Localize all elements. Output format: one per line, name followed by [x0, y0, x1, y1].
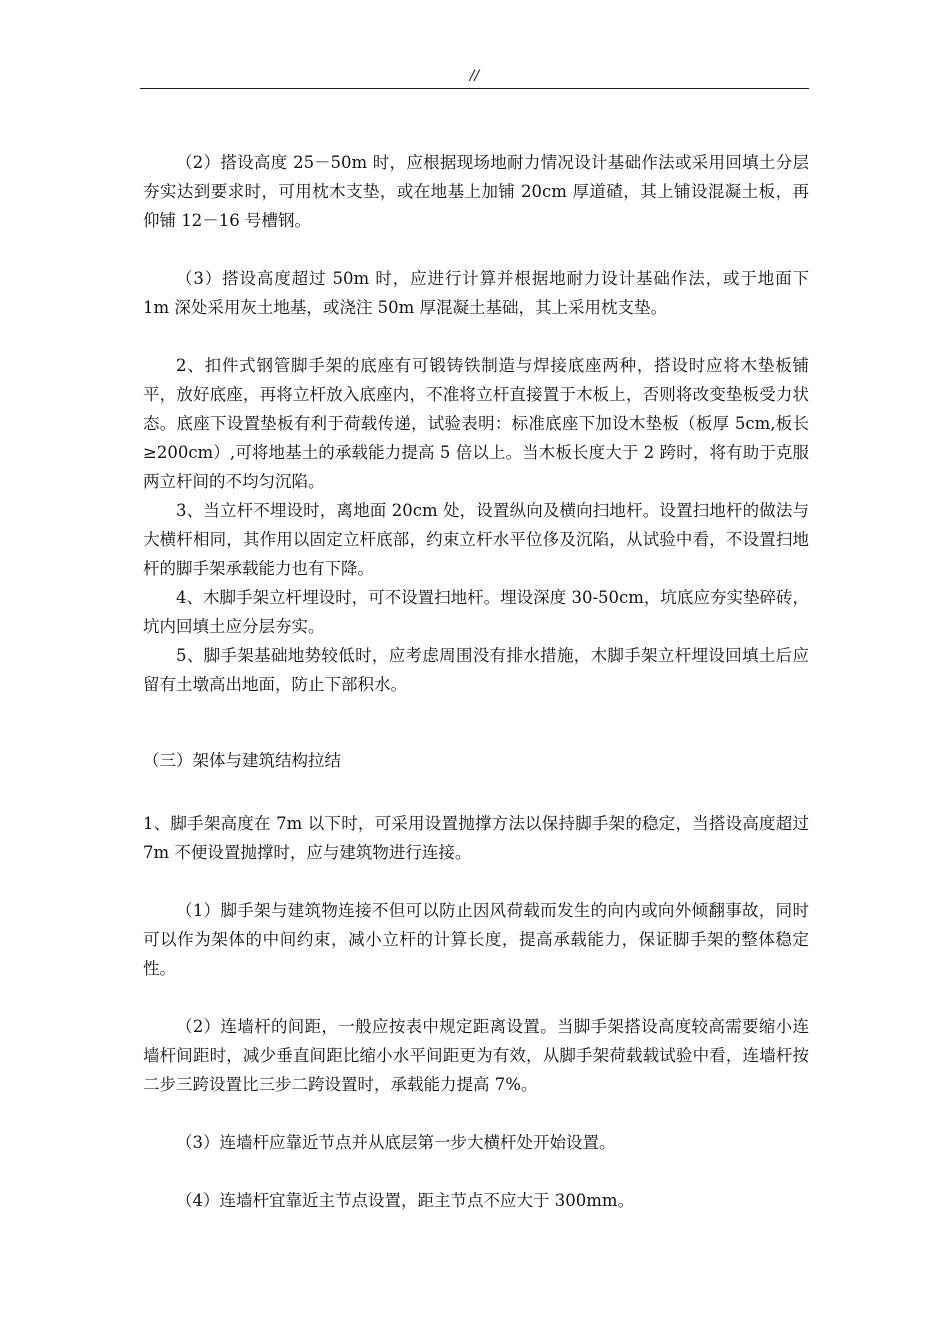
section-heading: （三）架体与建筑结构拉结 [143, 751, 341, 770]
paragraph-base-types: 2、扣件式钢管脚手架的底座有可锻铸铁制造与焊接底座两种，搭设时应将木垫板铺平，放好底座，再将立杆放入底座内，不准将立杆直接置于木板上，否则将改变垫板受力状态。底座下设置垫板有利于荷载传递，试验表明：标准底座下加设木垫板（板厚 5cm,板长≥200cm）,可将地基土的承载能力提高 5 倍以上。当木板长度大于 2 跨时，将有助于克服两立杆间的不均匀沉陷。 [143, 356, 809, 491]
header-mark: // [469, 68, 480, 84]
page-header [140, 66, 809, 89]
paragraph-height-25-50m: （2）搭设高度 25－50m 时，应根据现场地耐力情况设计基础作法或采用回填土分层夯实达到要求时，可用枕木支垫，或在地基上加铺 20cm 厚道碴，其上铺设混凝土板，再仰铺 12－16 号槽钢。 [143, 153, 809, 230]
paragraph-sweeping-rod: 3、当立杆不埋设时，离地面 20cm 处，设置纵向及横向扫地杆。设置扫地杆的做法与大横杆相同，其作用以固定立杆底部，约束立杆水平位侈及沉陷，从试验中看，不设置扫地杆的脚手架承载能力也有下降。 [143, 501, 809, 578]
paragraph-tie-spacing: （2）连墙杆的间距，一般应按表中规定距离设置。当脚手架搭设高度较高需要缩小连墙杆间距时，减少垂直间距比缩小水平间距更为有效，从脚手架荷载载试验中看，连墙杆按二步三跨设置比三步二跨设置时，承载能力提高 7%。 [143, 1017, 809, 1094]
paragraph-drainage: 5、脚手架基础地势较低时，应考虑周围没有排水措施，木脚手架立杆埋设回填土后应留有土墩高出地面，防止下部积水。 [143, 646, 809, 694]
paragraph-height-under-7m: 1、脚手架高度在 7m 以下时，可采用设置抛撑方法以保持脚手架的稳定，当搭设高度超过 7m 不便设置抛撑时，应与建筑物进行连接。 [143, 814, 809, 862]
paragraph-building-connection: （1）脚手架与建筑物连接不但可以防止因风荷载而发生的向内或向外倾翻事故，同时可以作为架体的中间约束，减小立杆的计算长度，提高承载能力，保证脚手架的整体稳定性。 [143, 901, 809, 978]
paragraph-tie-node-distance: （4）连墙杆宜靠近主节点设置，距主节点不应大于 300mm。 [176, 1191, 635, 1210]
paragraph-timber-pole-embedding: 4、木脚手架立杆埋设时，可不设置扫地杆。埋设深度 30-50cm，坑底应夯实垫碎砖，坑内回填土应分层夯实。 [143, 588, 809, 636]
paragraph-tie-start: （3）连墙杆应靠近节点并从底层第一步大横杆处开始设置。 [176, 1133, 616, 1152]
paragraph-height-over-50m: （3）搭设高度超过 50m 时，应进行计算并根据地耐力设计基础作法，或于地面下 1m 深处采用灰土地基，或浇注 50m 厚混凝土基础，其上采用枕支垫。 [143, 269, 809, 317]
document-body [143, 148, 809, 1215]
